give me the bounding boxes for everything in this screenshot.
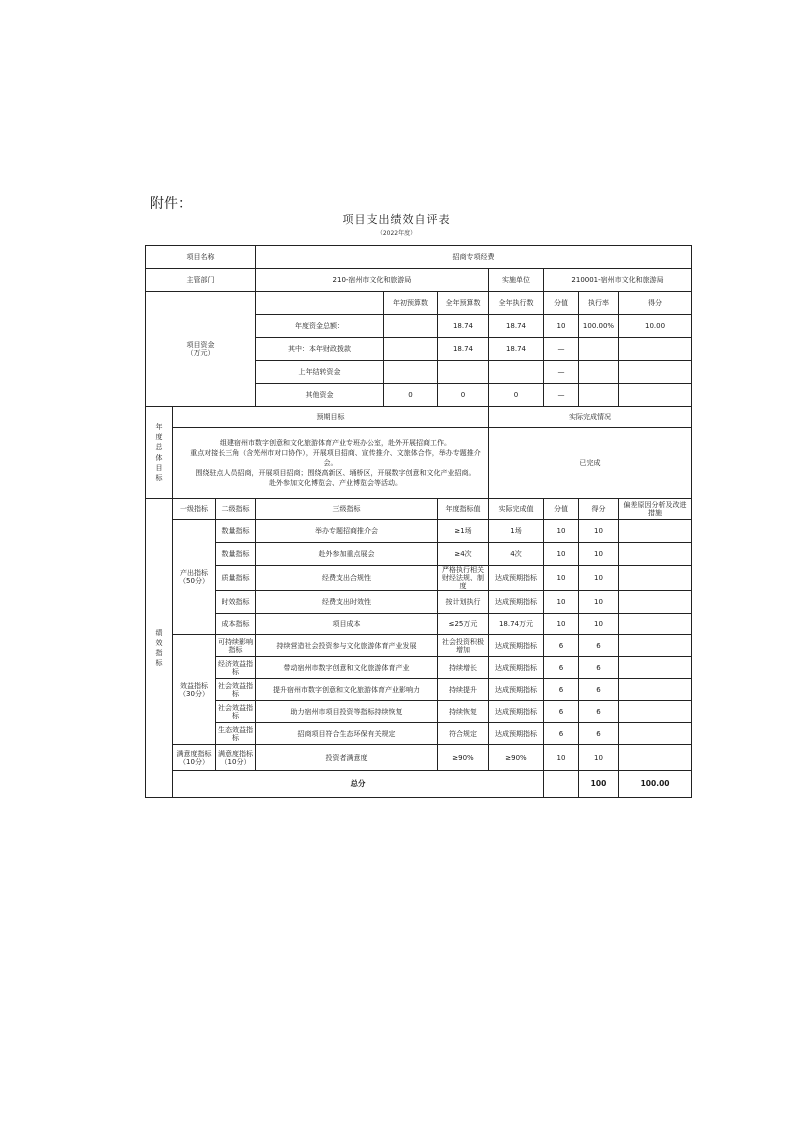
funds-header: 全年预算数: [438, 292, 489, 315]
score-cell: 6: [544, 723, 579, 745]
funds-header-blank: [256, 292, 384, 315]
level2-cell: 数量指标: [216, 520, 256, 543]
note-cell: [619, 635, 692, 657]
score-cell: 6: [544, 635, 579, 657]
goals-header-row: [146, 407, 692, 428]
actual-completion-value: 已完成: [489, 428, 692, 499]
funds-header-row: [146, 292, 692, 315]
funds-row-label: 其中：本年财政拨款: [256, 338, 384, 361]
score-cell: 6: [544, 657, 579, 679]
funds-cell: 18.74: [438, 315, 489, 338]
actual-completion-header: 实际完成情况: [489, 407, 692, 428]
target-cell: 按计划执行: [438, 591, 489, 614]
level2-cell: 质量指标: [216, 566, 256, 591]
target-cell: ≤25万元: [438, 614, 489, 635]
target-cell: 符合规定: [438, 723, 489, 745]
target-cell: 持续提升: [438, 679, 489, 701]
level3-cell: 经费支出时效性: [256, 591, 438, 614]
actual-cell: 达成预期指标: [489, 566, 544, 591]
indicator-header: 三级指标: [256, 499, 438, 520]
got-cell: 10: [579, 520, 619, 543]
target-cell: 持续恢复: [438, 701, 489, 723]
level2-cell: 经济效益指标: [216, 657, 256, 679]
indicator-header: 一级指标: [173, 499, 216, 520]
indicator-row: [146, 701, 692, 723]
level3-cell: 提升宿州市数字创意和文化旅游体育产业影响力: [256, 679, 438, 701]
note-cell: [619, 566, 692, 591]
note-cell: [619, 614, 692, 635]
got-cell: 6: [579, 679, 619, 701]
funds-cell: [438, 361, 489, 384]
score-cell: 10: [544, 543, 579, 566]
funds-label: [146, 292, 256, 407]
level3-cell: 赴外参加重点展会: [256, 543, 438, 566]
actual-cell: 1场: [489, 520, 544, 543]
got-cell: 6: [579, 657, 619, 679]
funds-cell: [619, 384, 692, 407]
note-cell: [619, 520, 692, 543]
expected-goals-header: 预期目标: [173, 407, 489, 428]
actual-cell: 达成预期指标: [489, 679, 544, 701]
total-row: [146, 771, 692, 798]
total-got: 100.00: [619, 771, 692, 798]
note-cell: [619, 679, 692, 701]
score-cell: 10: [544, 591, 579, 614]
indicator-header: 二级指标: [216, 499, 256, 520]
target-cell: ≥90%: [438, 745, 489, 771]
funds-cell: 0: [438, 384, 489, 407]
group-label-line2: （50分）: [179, 577, 209, 586]
note-cell: [619, 543, 692, 566]
indicator-header: 实际完成值: [489, 499, 544, 520]
got-cell: 6: [579, 701, 619, 723]
annual-goals-label: [146, 407, 173, 499]
note-cell: [619, 591, 692, 614]
level2-cell: 社会效益指标: [216, 679, 256, 701]
funds-label-line2: （万元）: [186, 349, 215, 357]
funds-cell: [384, 361, 438, 384]
actual-cell: 18.74万元: [489, 614, 544, 635]
funds-cell: 0: [384, 384, 438, 407]
note-cell: [619, 745, 692, 771]
indicator-row: [146, 520, 692, 543]
attachment-label: 附件：: [150, 196, 192, 212]
group-label-line1: 产出指标: [180, 569, 208, 578]
got-cell: 6: [579, 723, 619, 745]
funds-cell: 10.00: [619, 315, 692, 338]
funds-cell: 100.00%: [579, 315, 619, 338]
implementing-unit-label: 实施单位: [489, 269, 544, 292]
funds-cell: [619, 361, 692, 384]
funds-cell: [384, 315, 438, 338]
level3-cell: 带动宿州市数字创意和文化旅游体育产业: [256, 657, 438, 679]
indicator-row: [146, 566, 692, 591]
target-cell: ≥1场: [438, 520, 489, 543]
performance-indicators-label: [146, 499, 173, 798]
level3-cell: 项目成本: [256, 614, 438, 635]
target-cell: 社会投资积极增加: [438, 635, 489, 657]
page-subtitle: （2022年度）: [376, 230, 417, 237]
funds-header: 分值: [544, 292, 579, 315]
actual-cell: 达成预期指标: [489, 657, 544, 679]
funds-cell: [579, 361, 619, 384]
project-name-row: [146, 246, 692, 269]
project-name-label: 项目名称: [146, 246, 256, 269]
level2-cell: 成本指标: [216, 614, 256, 635]
level2-cell: 满意度指标（10分）: [216, 745, 256, 771]
funds-cell: 18.74: [438, 338, 489, 361]
indicator-header-row: [146, 499, 692, 520]
satisfaction-indicator-label: [173, 745, 216, 771]
project-name-value: 招商专项经费: [256, 246, 692, 269]
supervising-dept-value: 210-宿州市文化和旅游局: [256, 269, 489, 292]
indicator-header: 得分: [579, 499, 619, 520]
group-label-line1: 效益指标: [180, 681, 208, 690]
got-cell: 10: [579, 566, 619, 591]
level2-cell: 社会效益指标: [216, 701, 256, 723]
funds-label-line1: 项目资金: [186, 340, 215, 349]
goal-line: 围绕驻点人员招商，开展项目招商；围绕高新区、埇桥区，开展数字创意和文化产业招商。: [195, 469, 476, 478]
funds-row-label: 年度资金总额：: [256, 315, 384, 338]
score-cell: 10: [544, 566, 579, 591]
funds-cell: [384, 338, 438, 361]
funds-cell: 18.74: [489, 315, 544, 338]
actual-cell: ≥90%: [489, 745, 544, 771]
goal-line: 组建宿州市数字创意和文化旅游体育产业专班办公室，赴外开展招商工作。: [220, 438, 451, 447]
implementing-unit-value: 210001-宿州市文化和旅游局: [544, 269, 692, 292]
annual-goals-text: 年度总体目标: [155, 423, 163, 482]
funds-header: 得分: [619, 292, 692, 315]
target-cell: ≥4次: [438, 543, 489, 566]
funds-cell: 10: [544, 315, 579, 338]
level2-cell: 数量指标: [216, 543, 256, 566]
total-score: 100: [579, 771, 619, 798]
actual-cell: 达成预期指标: [489, 591, 544, 614]
indicator-row: [146, 543, 692, 566]
level3-cell: 投资者满意度: [256, 745, 438, 771]
indicator-row: [146, 657, 692, 679]
funds-cell: [579, 338, 619, 361]
funds-header: 执行率: [579, 292, 619, 315]
indicator-row: [146, 723, 692, 745]
got-cell: 10: [579, 745, 619, 771]
indicator-header: 年度指标值: [438, 499, 489, 520]
supervising-dept-label: 主管部门: [146, 269, 256, 292]
score-cell: 10: [544, 614, 579, 635]
note-cell: [619, 723, 692, 745]
level3-cell: 经费支出合规性: [256, 566, 438, 591]
level3-cell: 招商项目符合生态环保有关规定: [256, 723, 438, 745]
got-cell: 10: [579, 543, 619, 566]
indicator-header: 偏差原因分析及改进措施: [619, 499, 692, 520]
total-label: 总分: [173, 771, 544, 798]
actual-cell: 达成预期指标: [489, 635, 544, 657]
got-cell: 10: [579, 614, 619, 635]
got-cell: 10: [579, 591, 619, 614]
goal-line: 重点对接长三角（含芜州市对口协作），开展项目招商、宣传推介、文旅体合作，举办专题推介会。: [190, 448, 481, 467]
funds-row-label: 其他资金: [256, 384, 384, 407]
level3-cell: 持续营造社会投资参与文化旅游体育产业发展: [256, 635, 438, 657]
group-label-line1: 满意度指标: [176, 749, 212, 758]
actual-cell: 达成预期指标: [489, 723, 544, 745]
group-label-line2: （30分）: [179, 689, 209, 698]
funds-cell: —: [544, 338, 579, 361]
indicator-row: [146, 745, 692, 771]
actual-cell: 达成预期指标: [489, 701, 544, 723]
indicator-row: [146, 635, 692, 657]
note-cell: [619, 657, 692, 679]
actual-cell: 4次: [489, 543, 544, 566]
department-row: [146, 269, 692, 292]
score-cell: 10: [544, 745, 579, 771]
funds-header: 全年执行数: [489, 292, 544, 315]
performance-table: [145, 245, 692, 798]
indicator-header: 分值: [544, 499, 579, 520]
funds-cell: [619, 338, 692, 361]
level3-cell: 举办专题招商推介会: [256, 520, 438, 543]
funds-cell: —: [544, 361, 579, 384]
output-indicator-label: [173, 520, 216, 635]
funds-cell: 0: [489, 384, 544, 407]
funds-row-label: 上年结转资金: [256, 361, 384, 384]
total-blank: [544, 771, 579, 798]
score-cell: 6: [544, 701, 579, 723]
indicator-row: [146, 591, 692, 614]
got-cell: 6: [579, 635, 619, 657]
benefit-indicator-label: [173, 635, 216, 745]
level3-cell: 助力宿州市项目投资等指标持续恢复: [256, 701, 438, 723]
expected-goals-text: [173, 428, 489, 499]
note-cell: [619, 701, 692, 723]
level2-cell: 时效指标: [216, 591, 256, 614]
target-cell: 持续增长: [438, 657, 489, 679]
goal-line: 赴外参加文化博览会、产业博览会等活动。: [269, 479, 402, 488]
indicator-row: [146, 679, 692, 701]
page-title: 项目支出绩效自评表: [342, 213, 451, 226]
target-cell: 严格执行相关财经法规、制度: [438, 566, 489, 591]
funds-cell: —: [544, 384, 579, 407]
score-cell: 6: [544, 679, 579, 701]
funds-header: 年初预算数: [384, 292, 438, 315]
score-cell: 10: [544, 520, 579, 543]
level2-cell: 生态效益指标: [216, 723, 256, 745]
level2-cell: 可持续影响指标: [216, 635, 256, 657]
funds-cell: [579, 384, 619, 407]
funds-cell: [489, 361, 544, 384]
performance-indicators-text: 绩效指标: [155, 628, 163, 668]
indicator-row: [146, 614, 692, 635]
group-label-line2: （10分）: [179, 757, 209, 766]
goals-row: [146, 428, 692, 499]
funds-cell: 18.74: [489, 338, 544, 361]
